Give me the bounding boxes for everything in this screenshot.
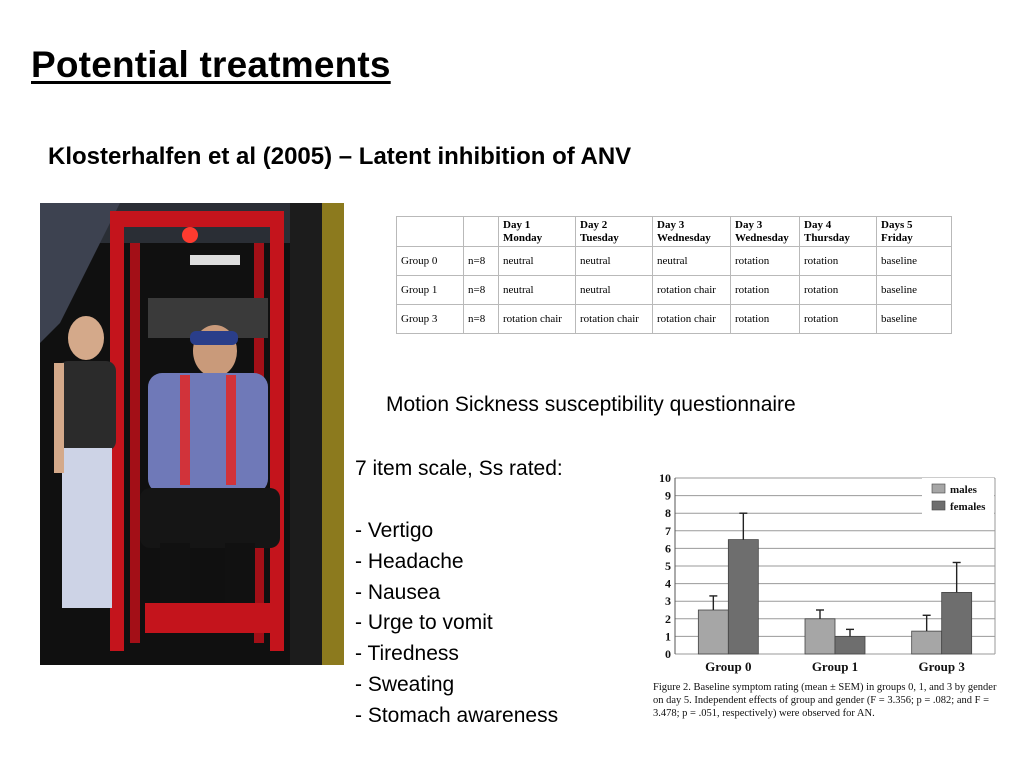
table-cell: n=8 <box>464 305 499 334</box>
x-tick-label: Group 0 <box>705 659 752 674</box>
y-tick-label: 2 <box>665 611 671 626</box>
legend-label: females <box>950 501 986 513</box>
y-tick-label: 1 <box>665 629 671 644</box>
slide-subtitle: Klosterhalfen et al (2005) – Latent inhibition of ANV <box>48 143 632 170</box>
y-tick-label: 4 <box>665 576 671 591</box>
list-item: - Headache <box>355 549 464 573</box>
table-header-cell: Day 2 Tuesday <box>576 217 653 247</box>
table-header-cell: Day 1 Monday <box>499 217 576 247</box>
y-tick-label: 8 <box>665 506 671 521</box>
table-cell: neutral <box>576 276 653 305</box>
bar <box>912 631 942 654</box>
list-item: - Urge to vomit <box>355 611 493 635</box>
slide-title: Potential treatments <box>31 44 391 85</box>
legend-label: males <box>950 484 977 496</box>
table-header-cell: Day 4 Thursday <box>800 217 877 247</box>
table-cell: rotation <box>800 247 877 276</box>
bar <box>805 619 835 654</box>
table-row <box>397 305 952 334</box>
table-row <box>397 276 952 305</box>
bar <box>835 636 865 654</box>
table-cell: rotation <box>731 305 800 334</box>
table-cell: rotation <box>731 247 800 276</box>
list-item: - Stomach awareness <box>355 703 559 727</box>
symptom-list <box>355 516 558 732</box>
y-tick-label: 5 <box>665 559 671 573</box>
y-tick-label: 0 <box>665 647 671 661</box>
x-tick-label: Group 3 <box>918 659 965 674</box>
bar <box>698 610 728 654</box>
table-cell: neutral <box>576 247 653 276</box>
y-tick-label: 3 <box>665 594 671 609</box>
table-cell: n=8 <box>464 247 499 276</box>
table-cell: Group 3 <box>397 305 464 334</box>
table-cell: rotation chair <box>576 305 653 334</box>
y-tick-label: 9 <box>665 488 671 503</box>
questionnaire-heading: Motion Sickness susceptibility questionnaire <box>386 393 796 416</box>
bar <box>942 592 972 654</box>
list-item: - Sweating <box>355 672 455 696</box>
table-cell: rotation chair <box>499 305 576 334</box>
table-cell: neutral <box>653 247 731 276</box>
table-header-cell: Day 3 Wednesday <box>653 217 731 247</box>
legend-swatch <box>932 501 945 510</box>
table-cell: rotation chair <box>653 305 731 334</box>
table-cell: baseline <box>877 276 952 305</box>
table-header-row <box>397 217 952 247</box>
list-item: - Tiredness <box>355 642 459 666</box>
table-cell: rotation <box>731 276 800 305</box>
list-item: - Nausea <box>355 580 441 604</box>
y-tick-label: 6 <box>665 541 671 556</box>
table-header-cell <box>397 217 464 247</box>
x-tick-label: Group 1 <box>811 659 859 674</box>
table-cell: neutral <box>499 247 576 276</box>
y-tick-label: 10 <box>659 471 671 485</box>
figure-caption: Figure 2. Baseline symptom rating (mean ± SEM) in groups 0, 1, and 3 by gender on day 5. Independent effects of group and gender (F = 3.356; p = .082; and F = 3.478; p = .051, respectively) were observed for AN. <box>653 682 997 719</box>
list-item: - Vertigo <box>355 519 434 542</box>
rotation-chair-photo <box>40 203 344 665</box>
table-cell: Group 1 <box>397 276 464 305</box>
legend-swatch <box>932 484 945 493</box>
table-cell: baseline <box>877 247 952 276</box>
table-cell: baseline <box>877 305 952 334</box>
schedule-table <box>396 216 952 334</box>
table-cell: rotation chair <box>653 276 731 305</box>
table-cell: neutral <box>499 276 576 305</box>
table-cell: rotation <box>800 276 877 305</box>
table-cell: rotation <box>800 305 877 334</box>
table-header-cell: Days 5 Friday <box>877 217 952 247</box>
table-cell: n=8 <box>464 276 499 305</box>
y-tick-label: 7 <box>665 523 671 538</box>
bar <box>728 540 758 654</box>
scale-description: 7 item scale, Ss rated: <box>355 457 563 480</box>
table-cell: Group 0 <box>397 247 464 276</box>
symptom-bar-chart <box>640 468 1000 678</box>
table-header-cell <box>464 217 499 247</box>
table-header-cell: Day 3 Wednesday <box>731 217 800 247</box>
table-row <box>397 247 952 276</box>
